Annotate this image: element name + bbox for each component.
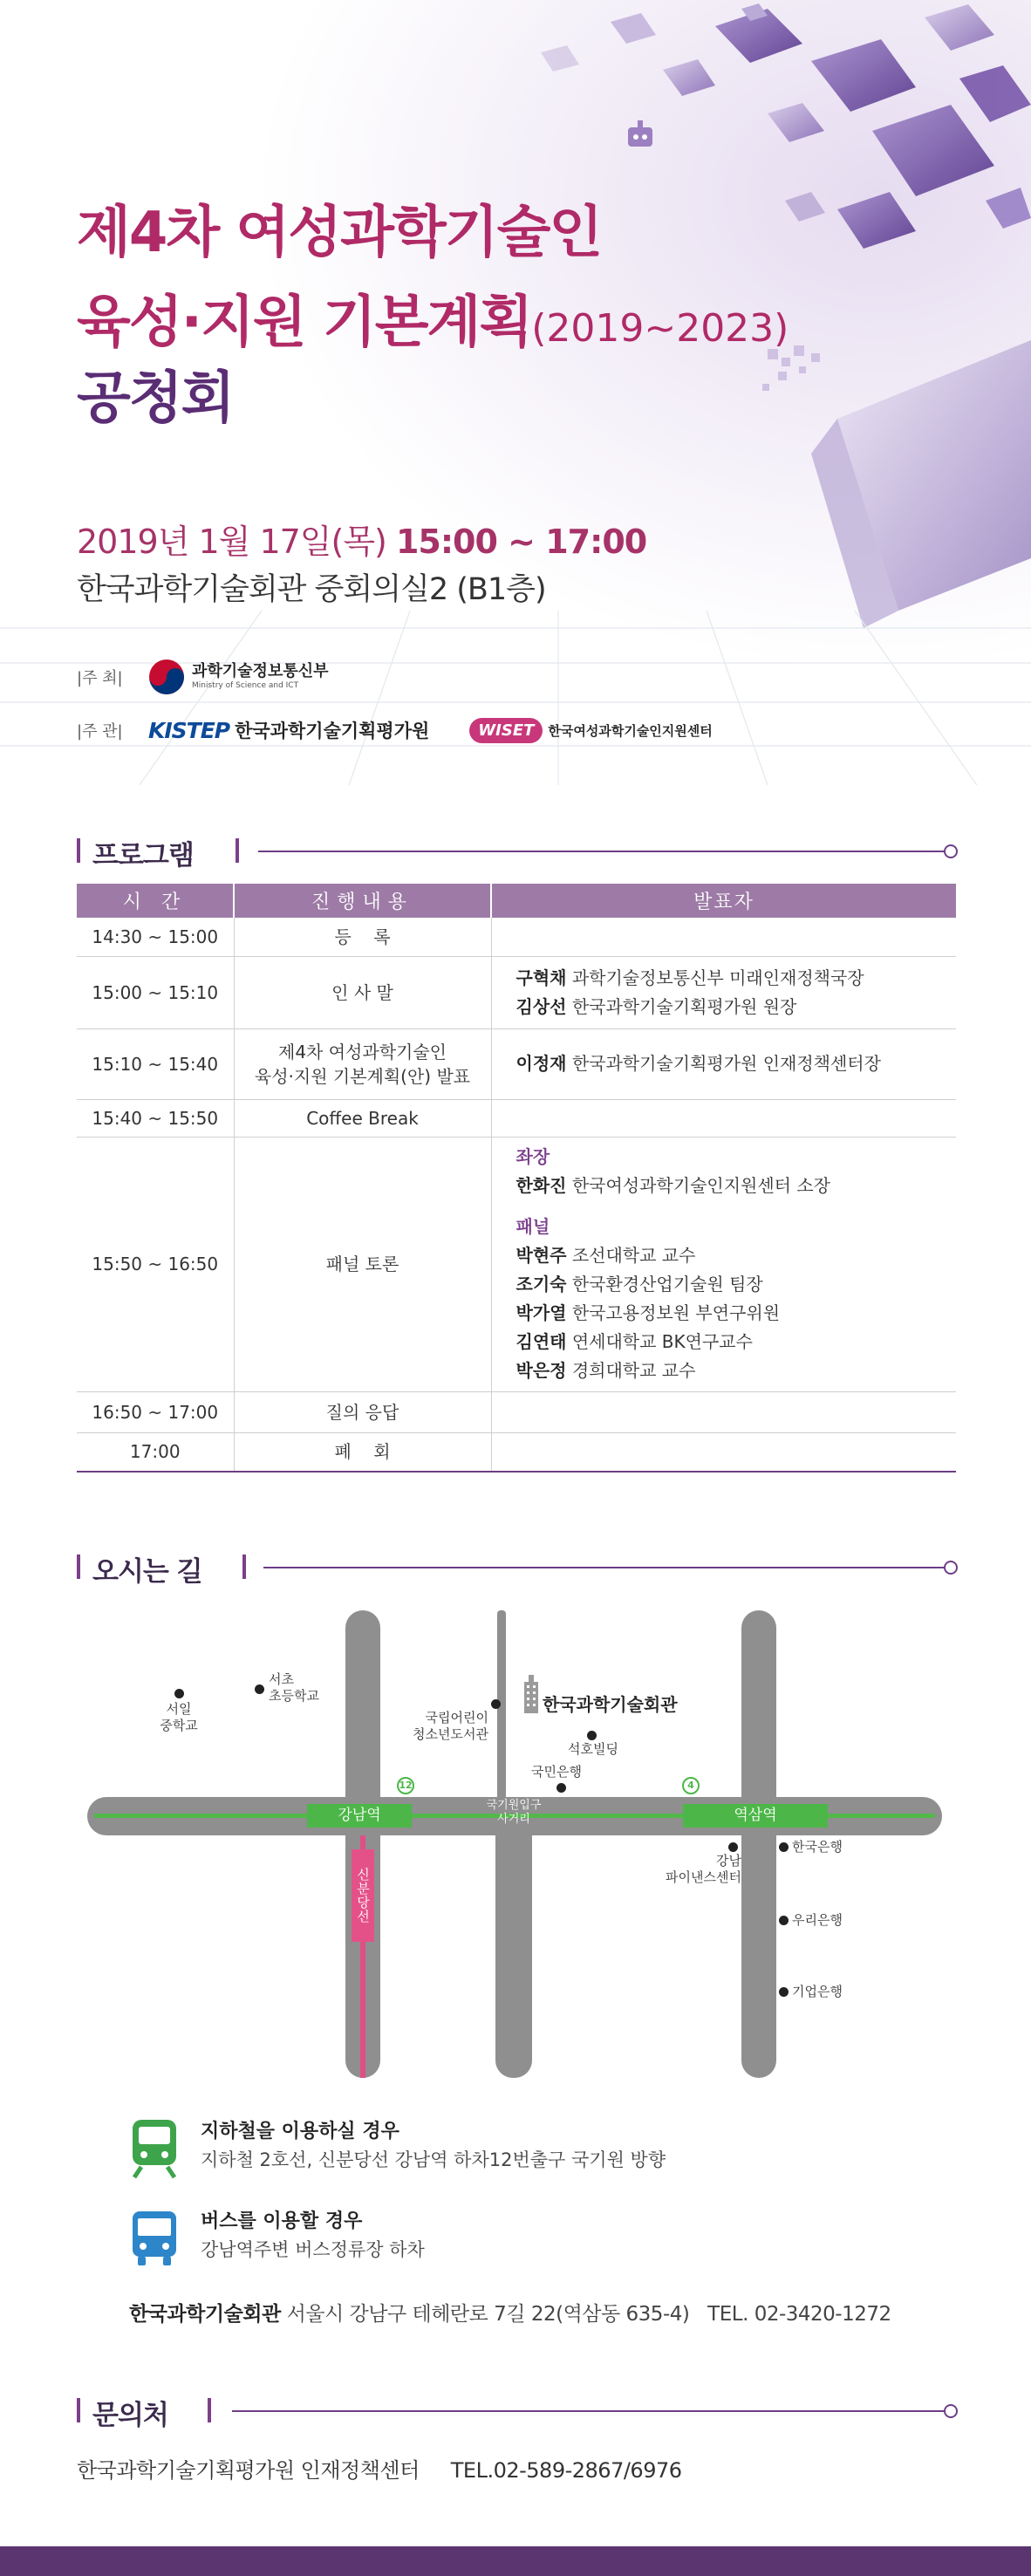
header-bar-right [242, 1554, 246, 1579]
presenter-title: 한국과학기술기획평가원 원장 [571, 995, 797, 1017]
row-time: 17:00 [77, 1432, 234, 1472]
program-table [77, 884, 956, 1472]
presenter-name: 조기숙 [516, 1274, 567, 1295]
header-content: 진행내용 [234, 884, 491, 918]
landmark-bank-1: 한국은행 [792, 1839, 843, 1855]
row-content: 패널 토론 [234, 1137, 491, 1391]
header-dot-icon [944, 844, 958, 858]
sinbundang-label: 신분당선 [352, 1849, 374, 1942]
content-line: 육성·지원 기본계획(안) 발표 [254, 1065, 471, 1087]
presenter-title: 한국과학기술기획평가원 인재정책센터장 [571, 1053, 881, 1074]
event-datetime [77, 515, 646, 563]
intersection-label: 국기원입구 사거리 [486, 1799, 542, 1826]
table-row [77, 956, 956, 1028]
row-time: 15:10 ~ 15:40 [77, 1028, 234, 1099]
contact-org: 한국과학기술기획평가원 인재정책센터 [77, 2458, 420, 2483]
subway-title: 지하철을 이용하실 경우 [201, 2121, 399, 2142]
bus-info [129, 2208, 425, 2269]
presenter-title: 연세대학교 BK연구교수 [571, 1331, 753, 1352]
row-presenter [491, 1028, 956, 1099]
road-yeoksam [741, 1610, 776, 2078]
msit-logo [148, 659, 329, 695]
table-row [77, 1028, 956, 1099]
landmark-dot [174, 1689, 184, 1698]
header-presenter: 발표자 [491, 884, 956, 918]
landmark-youth-library: 국립어린이 청소년도서관 [413, 1710, 488, 1742]
row-time: 15:40 ~ 15:50 [77, 1099, 234, 1137]
row-content: Coffee Break [234, 1099, 491, 1137]
landmark-dot [587, 1731, 597, 1740]
address-tel: TEL. 02-3420-1272 [707, 2303, 891, 2326]
event-date: 2019년 1월 17일(목) [77, 523, 386, 561]
header-dot-icon [944, 1561, 958, 1575]
gangnam-station: 강남역 [307, 1804, 412, 1828]
row-content: 폐 회 [234, 1432, 491, 1472]
landmark-kookmin: 국민은행 [531, 1764, 582, 1780]
landmark-dot [556, 1783, 566, 1793]
address-name: 한국과학기술회관 [129, 2303, 281, 2326]
presenter-name: 구혁채 [516, 967, 567, 988]
table-header-row [77, 884, 956, 918]
row-presenter [491, 918, 956, 956]
wiset-logo: WISET [469, 718, 543, 743]
directions-section-header [77, 1549, 958, 1588]
header-rule [258, 851, 946, 852]
panel-label: 패널 [516, 1216, 550, 1237]
row-content: 질의 응답 [234, 1391, 491, 1432]
landmark-dot [779, 1916, 789, 1925]
presenter-name: 김상선 [516, 995, 567, 1017]
landmark-seoil-school: 서일 중학교 [160, 1701, 198, 1733]
header-bar-left [77, 1554, 80, 1579]
landmark-seocho-school: 서초 초등학교 [269, 1671, 319, 1704]
bus-description: 강남역주변 버스정류장 하차 [201, 2239, 425, 2260]
kistep-name: 한국과학기술기획평가원 [235, 721, 430, 741]
presenter-name: 김연태 [516, 1331, 567, 1352]
landmark-seokho: 석호빌딩 [568, 1741, 618, 1757]
program-section-header [77, 833, 958, 871]
event-time: 15:00 ~ 17:00 [395, 523, 647, 561]
presenter-name: 박가열 [516, 1302, 567, 1323]
header-bar-right [236, 838, 239, 863]
row-presenter [491, 1432, 956, 1472]
contact-title: 문의처 [92, 2400, 168, 2431]
header-dot-icon [944, 2404, 958, 2418]
landmark-dot [491, 1699, 501, 1709]
location-map [87, 1610, 951, 2081]
row-presenter [491, 1137, 956, 1391]
landmark-dot [255, 1684, 264, 1694]
presenter-name: 박은정 [516, 1360, 567, 1381]
table-row [77, 918, 956, 956]
organizer-label: |주 관| [77, 722, 123, 741]
title-line-2 [77, 277, 789, 358]
kisa-label: 한국과학기술회관 [543, 1694, 678, 1715]
host-name-en: Ministry of Science and ICT [192, 681, 299, 690]
landmark-dot [779, 1842, 789, 1852]
host-label: |주 최| [77, 669, 123, 687]
hero-banner [0, 0, 1031, 785]
table-row [77, 1432, 956, 1472]
landmark-dot [779, 1987, 789, 1997]
host-row [77, 659, 329, 695]
row-content [234, 1028, 491, 1099]
address-line [129, 2298, 891, 2327]
chair-label: 좌장 [516, 1146, 550, 1167]
header-bar-right [208, 2398, 211, 2422]
footer-band [0, 2546, 1031, 2576]
row-presenter [491, 956, 956, 1028]
presenter-title: 한국환경산업기술원 팀장 [571, 1274, 763, 1295]
presenter-name: 박현주 [516, 1245, 567, 1266]
title-line-3: 공청회 [77, 366, 234, 431]
building-icon [522, 1675, 541, 1713]
presenter-title: 과학기술정보통신부 미래인재정책국장 [571, 967, 864, 988]
directions-title: 오시는 길 [92, 1556, 202, 1588]
presenter-title: 한국고용정보원 부연구위원 [571, 1302, 781, 1323]
presenter-name: 이정재 [516, 1053, 567, 1074]
header-rule [263, 1567, 946, 1568]
event-venue: 한국과학기술회관 중회의실2 (B1층) [77, 572, 546, 607]
content-line: 제4차 여성과학기술인 [278, 1041, 447, 1063]
subway-icon [129, 2118, 180, 2179]
organizer-row [77, 717, 713, 743]
taegeuk-icon [148, 659, 185, 695]
header-bar-left [77, 2398, 80, 2422]
header-time: 시 간 [77, 884, 234, 918]
presenter-title: 조선대학교 교수 [571, 1245, 696, 1266]
kistep-logo: KISTEP [148, 717, 230, 743]
row-presenter [491, 1099, 956, 1137]
header-bar-left [77, 838, 80, 863]
subway-description: 지하철 2호선, 신분당선 강남역 하차12번출구 국기원 방향 [201, 2149, 666, 2170]
row-time: 16:50 ~ 17:00 [77, 1391, 234, 1432]
presenter-title: 경희대학교 교수 [571, 1360, 696, 1381]
line2-number-badge: 12 [397, 1777, 414, 1794]
landmark-bank-2: 우리은행 [792, 1912, 843, 1928]
landmark-dot [728, 1842, 738, 1852]
program-title: 프로그램 [92, 840, 194, 871]
road-kukkiwon [495, 1811, 532, 2078]
subway-info [129, 2118, 666, 2179]
row-time: 14:30 ~ 15:00 [77, 918, 234, 956]
presenter-name: 한화진 [516, 1175, 567, 1196]
table-row [77, 1137, 956, 1391]
line2-number-badge: 4 [682, 1777, 700, 1794]
row-time: 15:00 ~ 15:10 [77, 956, 234, 1028]
road-kisa [497, 1610, 506, 1811]
contact-section-header [77, 2393, 958, 2431]
host-name-kr: 과학기술정보통신부 [192, 662, 329, 680]
row-time: 15:50 ~ 16:50 [77, 1137, 234, 1391]
landmark-gangnam-finance: 강남 파이낸스센터 [666, 1853, 741, 1885]
contact-info [77, 2453, 682, 2484]
title-years: (2019~2023) [531, 306, 789, 351]
landmark-bank-3: 기업은행 [792, 1984, 843, 1999]
address-text: 서울시 강남구 테헤란로 7길 22(역삼동 635-4) [286, 2303, 690, 2326]
wiset-name: 한국여성과학기술인지원센터 [548, 722, 713, 739]
row-presenter [491, 1391, 956, 1432]
bus-icon [129, 2208, 180, 2269]
table-row [77, 1391, 956, 1432]
bus-title: 버스를 이용할 경우 [201, 2210, 363, 2232]
title-line-1: 제4차 여성과학기술인 [77, 201, 602, 265]
title-plan: 육성·지원 기본계획 [77, 290, 532, 355]
yeoksam-station: 역삼역 [683, 1804, 828, 1828]
row-content: 등 록 [234, 918, 491, 956]
header-rule [232, 2410, 946, 2412]
table-row [77, 1099, 956, 1137]
row-content: 인 사 말 [234, 956, 491, 1028]
presenter-title: 한국여성과학기술인지원센터 소장 [571, 1175, 830, 1196]
contact-tel: TEL.02-589-2867/6976 [450, 2458, 682, 2483]
